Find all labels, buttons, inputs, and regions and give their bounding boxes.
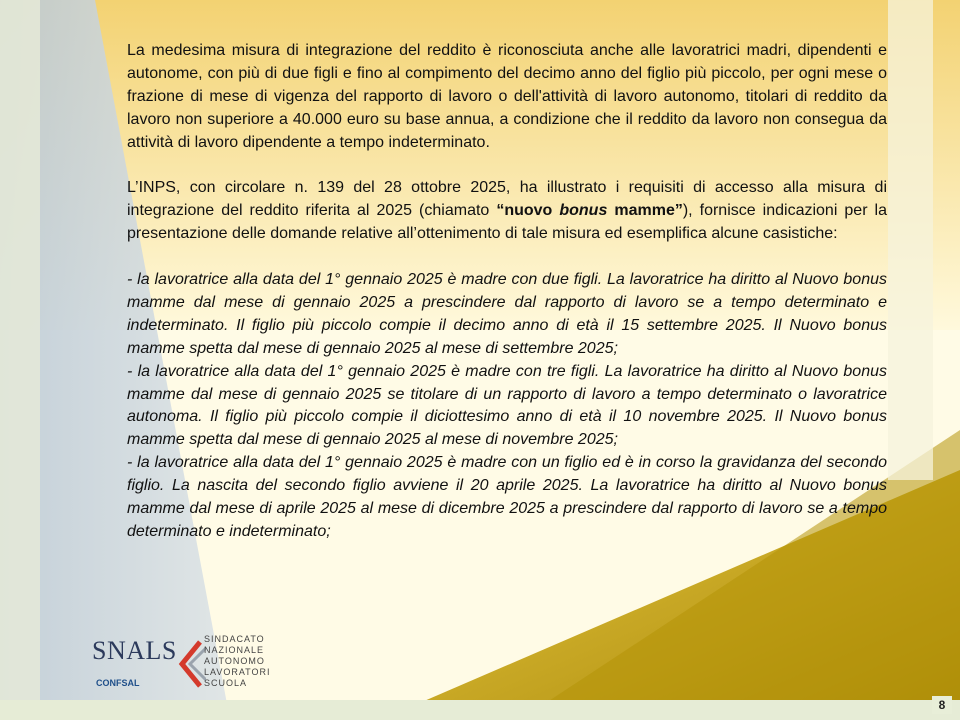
org-line: SINDACATO [204,634,265,644]
page-number: 8 [932,696,952,714]
confsal-label: CONFSAL [96,678,140,688]
snals-wordmark: SNALS [92,636,177,665]
slide-body-text [127,40,887,544]
org-name [204,634,271,689]
bonus-name-open: “nuovo [496,202,560,220]
bonus-name-close: mamme” [607,202,683,220]
paragraph-spacer [127,155,887,178]
case-item: - la lavoratrice alla data del 1° gennaio 2025 è madre con due figli. La lavoratrice ha diritto al Nuovo bonus mamme dal mese di gennaio 2025 a prescindere dal rapporto di lavoro se a tempo determinato e indeterminato. Il figlio più piccolo compie il decimo anno di età il 15 settembre 2025. Il Nuovo bonus mamme spetta dal mese di gennaio 2025 al mese di settembre 2025; [127,271,887,357]
snals-logo [92,632,272,696]
bonus-name-italic: bonus [559,202,608,220]
org-line: SCUOLA [204,678,248,688]
org-line: AUTONOMO [204,656,265,666]
intro-paragraph: La medesima misura di integrazione del reddito è riconosciuta anche alle lavoratrici madri, dipendenti e autonome, con più di due figli e fino al compimento del decimo anno del figlio più piccolo, per ogni mese o frazione di mese di vigenza del rapporto di lavoro o dell'attività di lavoro autonomo, titolari di reddito da lavoro non superiore a 40.000 euro su base annua, a condizione che il reddito da lavoro non consegua da attività di lavoro dipendente a tempo indeterminato. [127,42,887,151]
paragraph-spacer [127,246,887,269]
inps-paragraph [127,177,887,246]
org-line: LAVORATORI [204,667,271,677]
bonus-name-bold [496,202,683,219]
logo-chevron-icon [176,638,206,690]
org-line: NAZIONALE [204,645,265,655]
inps-text-after: ), fornisce indicazioni per la presentazione delle domande relative all’ottenimento di tale misura ed esemplifica alcune casistiche: [127,202,888,243]
case-item: - la lavoratrice alla data del 1° gennaio 2025 è madre con un figlio ed è in corso la gravidanza del secondo figlio. La nascita del secondo figlio avviene il 20 aprile 2025. La lavoratrice ha diritto al Nuovo bonus mamme dal mese di aprile 2025 al mese di dicembre 2025 a prescindere dal rapporto di lavoro se a tempo determinato e indeterminato; [127,454,887,540]
inps-text-before: L’INPS, con circolare n. 139 del 28 ottobre 2025, ha illustrato i requisiti di accesso alla misura di integrazione del reddito riferita al 2025 (chiamato [127,179,887,220]
case-item: - la lavoratrice alla data del 1° gennaio 2025 è madre con tre figli. La lavoratrice ha diritto al Nuovo bonus mamme dal mese di gennaio 2025 se titolare di un rapporto di lavoro a tempo determinato o lavoratrice autonoma. Il figlio più piccolo compie il diciottesimo anno di età il 10 novembre 2025. Il Nuovo bonus mamme spetta dal mese di gennaio 2025 al mese di novembre 2025; [127,362,887,449]
